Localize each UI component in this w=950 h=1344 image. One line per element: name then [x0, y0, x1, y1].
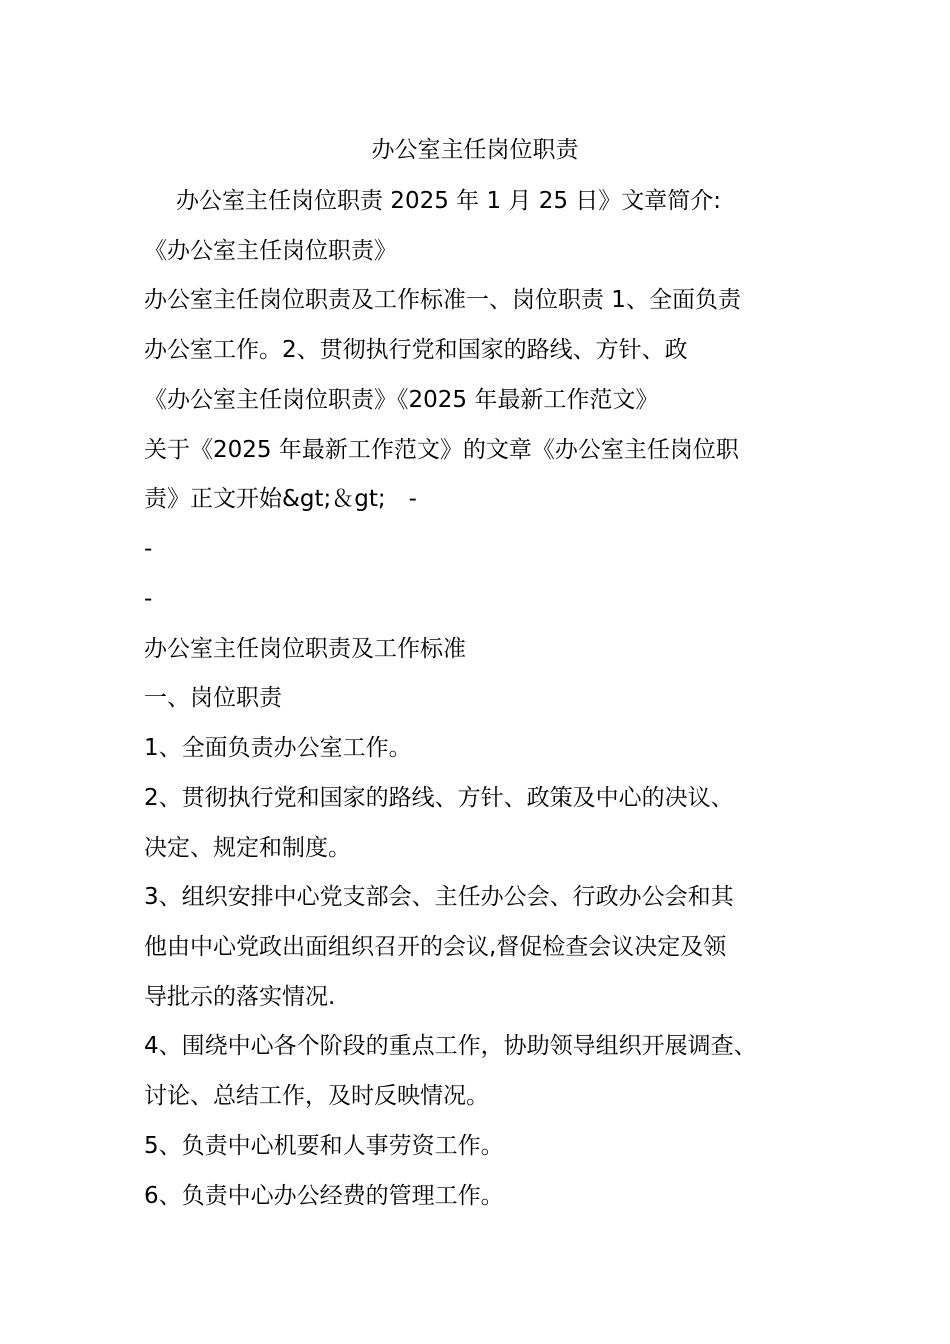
section-heading: 办公室主任岗位职责及工作标准: [144, 636, 466, 662]
list-item: 2、贯彻执行党和国家的路线、方针、政策及中心的决议、: [144, 785, 734, 811]
text-line: 《办公室主任岗位职责》《2025 年最新工作范文》: [144, 387, 659, 413]
list-item: 1、全面负责办公室工作。: [144, 735, 412, 761]
list-item: 5、负责中心机要和人事劳资工作。: [144, 1133, 504, 1159]
list-item-continuation: 他由中心党政出面组织召开的会议,督促检查会议决定及领: [144, 934, 727, 960]
text-line: 《办公室主任岗位职责》: [144, 238, 397, 264]
list-item-continuation: 导批示的落实情况.: [144, 984, 336, 1010]
summary-line: 办公室主任岗位职责 2025 年 1 月 25 日》文章简介:: [176, 188, 722, 214]
list-item-continuation: 决定、规定和制度。: [144, 835, 351, 861]
text-line: 办公室主任岗位职责及工作标准一、岗位职责 1、全面负责: [144, 287, 741, 313]
list-item: 3、组织安排中心党支部会、主任办公会、行政办公会和其: [144, 884, 734, 910]
separator-dash: -: [144, 586, 153, 612]
list-item: 6、负责中心办公经费的管理工作。: [144, 1183, 504, 1209]
document-title: 办公室主任岗位职责: [371, 137, 579, 163]
list-item: 4、围绕中心各个阶段的重点工作，协助领导组织开展调查、: [144, 1033, 757, 1059]
subsection-heading: 一、岗位职责: [144, 685, 282, 711]
text-line: 办公室工作。2、贯彻执行党和国家的路线、方针、政: [144, 337, 688, 363]
list-item-continuation: 讨论、总结工作，及时反映情况。: [144, 1083, 489, 1109]
separator-dash: -: [144, 536, 153, 562]
text-line: 责》正文开始&gt;＆gt; -: [144, 486, 417, 512]
text-line: 关于《2025 年最新工作范文》的文章《办公室主任岗位职: [144, 437, 739, 463]
